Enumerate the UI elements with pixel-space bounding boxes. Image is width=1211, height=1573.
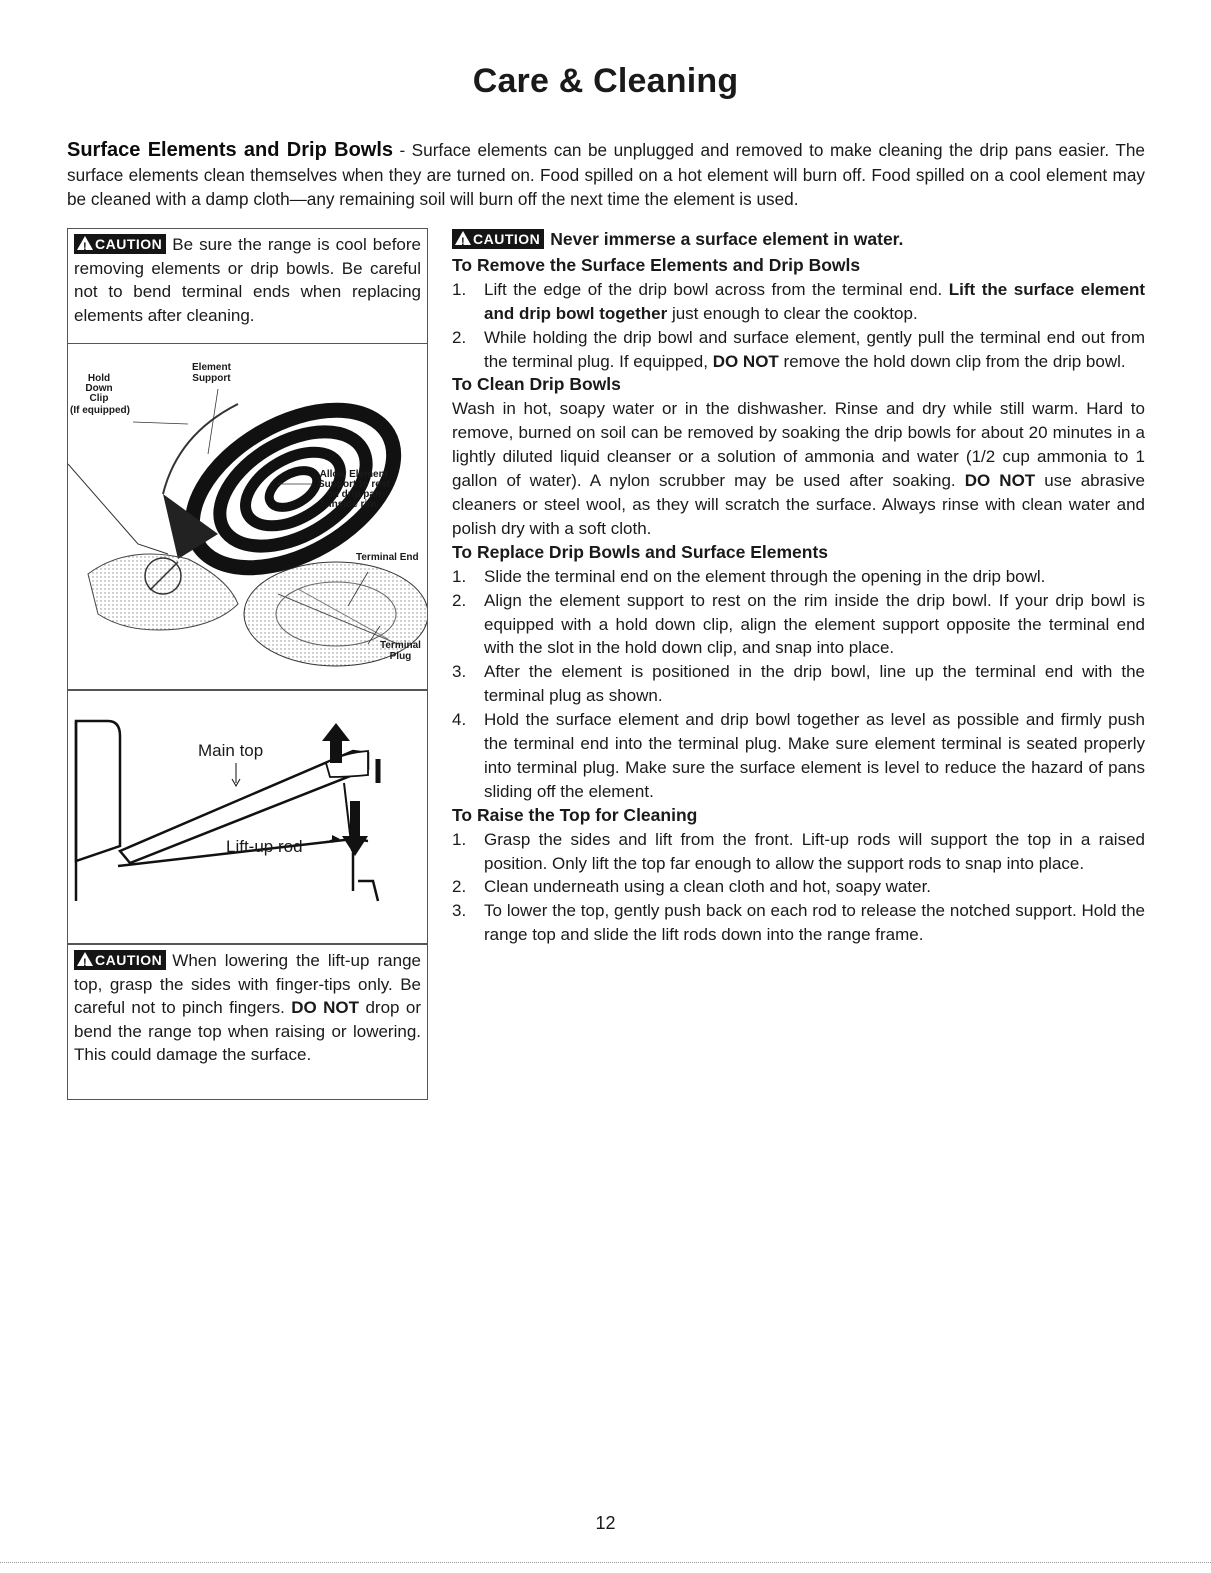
caution-label: CAUTION	[95, 952, 163, 968]
heading-remove: To Remove the Surface Elements and Drip Bowls	[452, 254, 861, 275]
page-title: Care & Cleaning	[472, 62, 739, 100]
label-terminal-end: Terminal End	[356, 552, 419, 563]
caution-badge-bottom	[74, 950, 166, 970]
caution-bottom-text2: drop or bend the range top when raising or lowering. This could damage the surface.	[74, 998, 421, 1064]
list-item: 2. Clean underneath using a clean cloth and hot, soapy water.	[452, 877, 932, 897]
label-hold-down-clip: Hold Down Clip	[85, 373, 113, 404]
heading-raise: To Raise the Top for Cleaning	[452, 804, 698, 825]
caution-water	[452, 228, 1145, 252]
page-number: 12	[595, 1513, 616, 1533]
raise-steps	[452, 828, 1145, 948]
label-terminal-plug: Terminal Plug	[380, 640, 421, 662]
caution-top-text: Be sure the range is cool before removing elements or drip bowls. Be careful not to bend terminal ends when replacing elements after cleaning.	[74, 235, 421, 325]
right-column	[452, 228, 1145, 947]
label-element-support: Element Support	[192, 362, 231, 384]
list-item: 2. While holding the drip bowl and surface element, gently pull the terminal end out from the terminal plug. If equipped, DO NOT remove the hold down clip from the drip bowl.	[452, 327, 1145, 371]
heading-clean: To Clean Drip Bowls	[452, 374, 621, 395]
label-lift-up-rod: Lift-up rod	[226, 837, 303, 856]
caution-label: CAUTION	[473, 231, 541, 247]
range-top-illustration	[68, 691, 427, 943]
caution-bottom-bold: DO NOT	[291, 998, 360, 1017]
caution-badge	[74, 234, 166, 254]
caution-box-top	[67, 228, 428, 344]
caution-bottom-text1: When lowering the lift-up range top, grasp the sides with finger-tips only. Be careful not to pinch fingers.	[74, 951, 421, 1017]
warning-icon	[77, 952, 93, 966]
remove-steps	[452, 278, 1145, 374]
caution-water-text: Never immerse a surface element in water.	[550, 229, 904, 249]
label-allow-element: Allow Element Support to rest on drip pan inside rim.	[318, 469, 390, 510]
caution-label: CAUTION	[95, 236, 163, 252]
list-item: 1. Lift the edge of the drip bowl across from the terminal end. Lift the surface element and drip bowl together just enough to clear the cooktop.	[452, 279, 1146, 323]
warning-icon	[77, 236, 93, 250]
list-item: 1. Slide the terminal end on the element through the opening in the drip bowl.	[452, 566, 1046, 586]
replace-steps	[452, 565, 1145, 804]
section-heading: Surface Elements and Drip Bowls	[67, 139, 394, 161]
intro-text: Surface elements can be unplugged and removed to make cleaning the drip pans easier. The surface elements clean themselves when they are turned on. Food spilled on a hot element will burn off. Food spilled on a cool element may be cleaned with a damp cloth—any remaining soil will burn off the next time the element is used.	[67, 140, 1145, 209]
list-item: 2. Align the element support to rest on the rim inside the drip bowl. If your drip bowl is equipped with a hold down clip, align the element support opposite the terminal end with the slot in the hold down clip, and snap into place.	[452, 590, 1145, 658]
caution-badge-right	[452, 229, 544, 249]
list-item: 4. Hold the surface element and drip bowl together as level as possible and firmly push the terminal end into the terminal plug. Make sure element terminal is seated properly into terminal plug. Make sure the surface element is level to reduce the hazard of pans sliding off the element.	[452, 710, 1145, 801]
list-item: 3. To lower the top, gently push back on each rod to release the notched support. Hold the range top and slide the lift rods down into the range frame.	[452, 901, 1145, 945]
list-item: 1. Grasp the sides and lift from the front. Lift-up rods will support the top in a raised position. Only lift the top far enough to allow the support rods to snap into place.	[452, 829, 1145, 873]
caution-box-bottom	[67, 944, 428, 1100]
label-if-equipped: (If equipped)	[70, 405, 130, 416]
intro-paragraph	[67, 138, 1145, 211]
list-item: 3. After the element is positioned in the drip bowl, line up the terminal end with the terminal plug as shown.	[452, 662, 1145, 706]
figure-element-drip-bowl	[67, 343, 428, 690]
figure-main-top	[67, 690, 428, 944]
heading-replace: To Replace Drip Bowls and Surface Elements	[452, 541, 829, 562]
warning-icon	[455, 231, 471, 245]
heading-separator: -	[393, 141, 412, 160]
clean-paragraph: Wash in hot, soapy water or in the dishwasher. Rinse and dry while still warm. Hard to remove, burned on soil can be removed by soaking the drip bowls for about 20 minutes in a lightly diluted liquid cleanser or a solution of ammonia and water (1/2 cup ammonia to 1 gallon of water). A nylon scrubber may be used after soaking. DO NOT use abrasive cleaners or steel wool, as they will scratch the surface. Always rinse with clean water and polish dry with a soft cloth.	[452, 399, 1145, 538]
label-main-top: Main top	[198, 741, 264, 760]
bottom-divider	[0, 1562, 1211, 1563]
